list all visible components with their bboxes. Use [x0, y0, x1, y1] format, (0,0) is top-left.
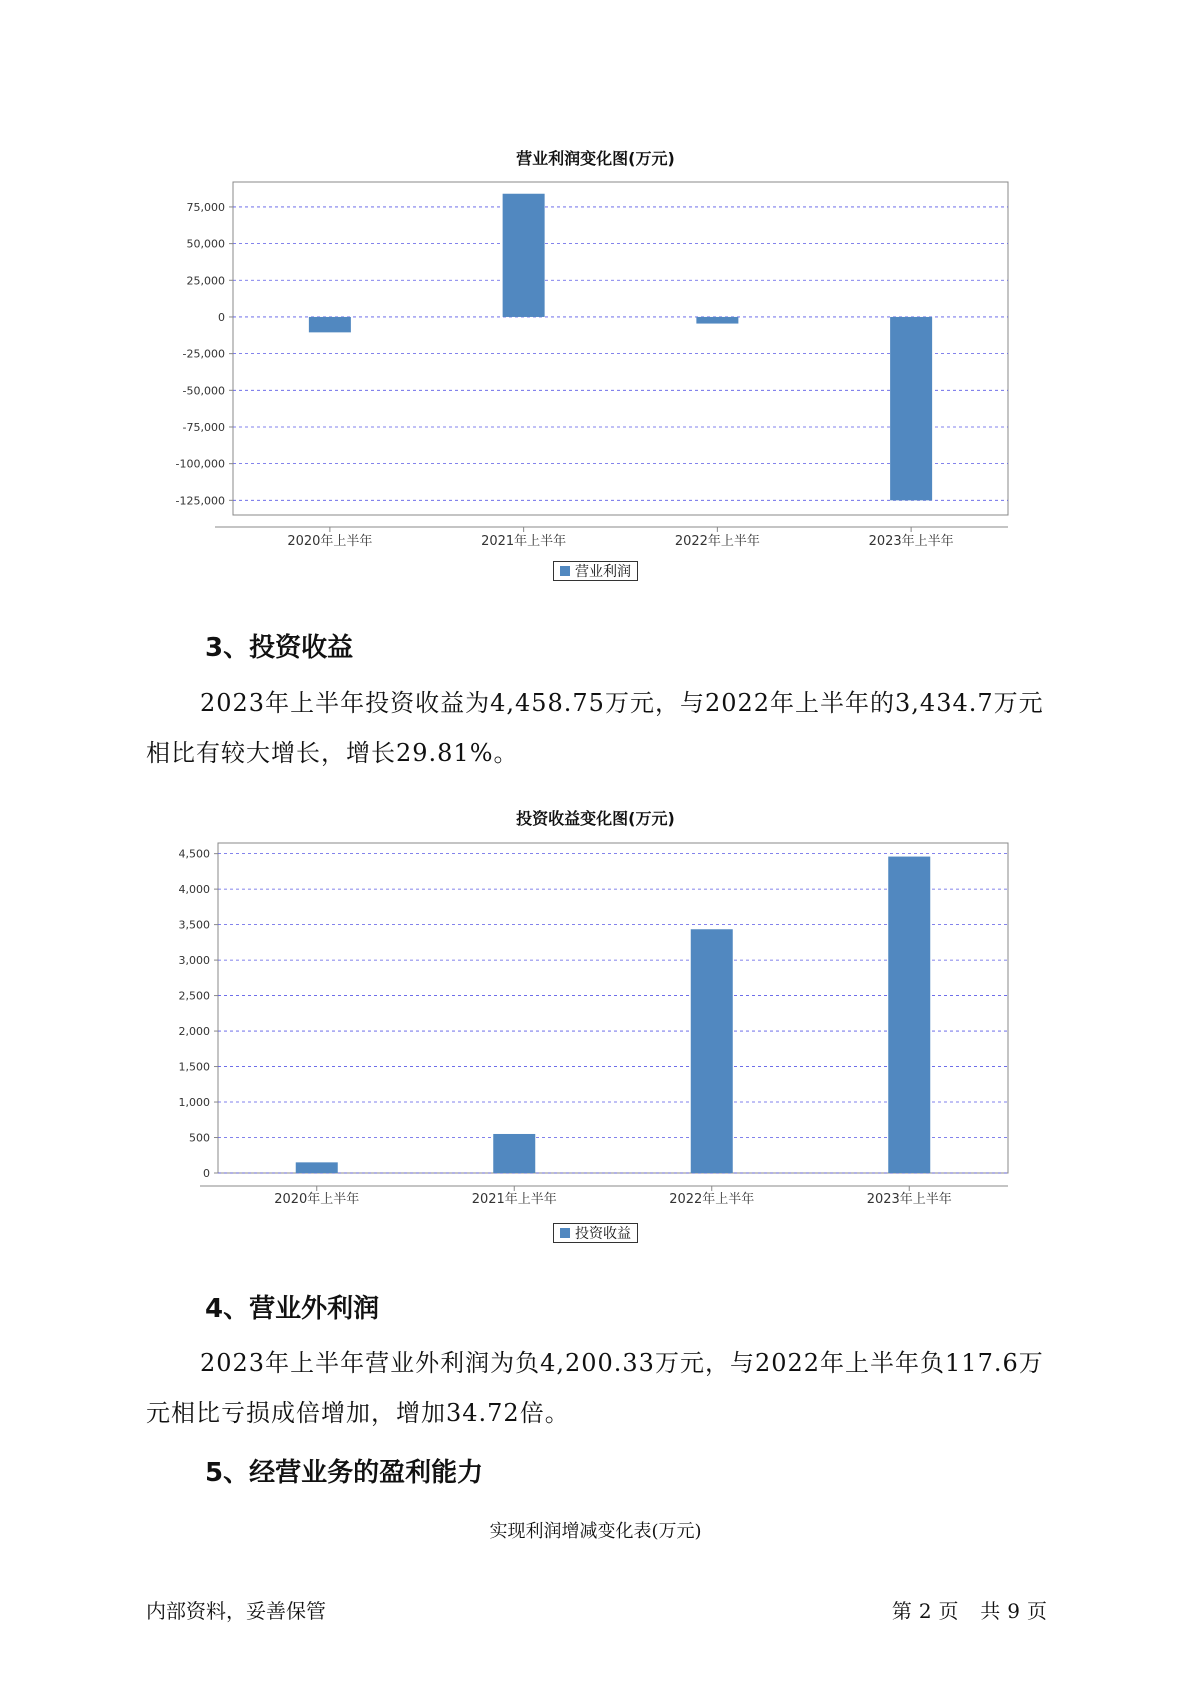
chart2-y-tick-label: 500 — [189, 1131, 210, 1145]
chart1-y-tick-label: -100,000 — [175, 457, 225, 471]
chart2-x-tick-label: 2021年上半年 — [471, 1192, 557, 1207]
chart1-x-tick-label: 2021年上半年 — [481, 534, 567, 549]
page-total-prefix: 共 — [980, 1599, 1002, 1623]
chart2-y-tick-label: 3,500 — [178, 918, 210, 932]
footer-confidential-note: 内部资料，妥善保管 — [146, 1599, 326, 1623]
section-heading-non-operating-profit: 4、营业外利润 — [205, 1294, 380, 1324]
chart2-bar — [691, 929, 733, 1173]
chart1-x-tick-label: 2022年上半年 — [674, 534, 760, 549]
section-heading-operating-profitability: 5、经营业务的盈利能力 — [205, 1458, 484, 1488]
page-mid: 页 — [938, 1599, 960, 1623]
chart2-legend — [553, 1223, 638, 1243]
chart1-legend-label: 营业利润 — [575, 564, 631, 580]
chart1-y-tick-label: 25,000 — [186, 274, 225, 288]
chart2-y-tick-label: 1,500 — [178, 1060, 210, 1074]
table-caption: 实现利润增减变化表(万元) — [489, 1521, 702, 1542]
chart2-y-tick-label: 2,000 — [178, 1025, 210, 1039]
chart2-y-tick-label: 4,000 — [178, 883, 210, 897]
chart2-bar — [493, 1134, 535, 1173]
chart1-x-tick-label: 2020年上半年 — [287, 534, 373, 549]
page-current: 2 — [918, 1599, 933, 1623]
chart1-x-tick-label: 2023年上半年 — [868, 534, 954, 549]
chart2-y-tick-label: 1,000 — [178, 1096, 210, 1110]
page-prefix: 第 — [891, 1599, 913, 1623]
chart2-bar — [888, 857, 930, 1173]
chart2-x-tick-label: 2022年上半年 — [669, 1192, 755, 1207]
chart1-y-tick-label: -75,000 — [182, 420, 225, 434]
chart2-legend-label: 投资收益 — [575, 1226, 631, 1242]
page-total: 9 — [1007, 1599, 1021, 1623]
chart2-y-tick-label: 4,500 — [178, 847, 210, 861]
page-suffix: 页 — [1027, 1599, 1048, 1623]
chart1-y-tick-label: -50,000 — [182, 384, 225, 398]
chart1-y-tick-label: 0 — [218, 310, 225, 324]
chart2-bar — [296, 1162, 338, 1173]
chart2-x-tick-label: 2023年上半年 — [866, 1192, 952, 1207]
legend-swatch-icon — [560, 1228, 570, 1238]
chart2-title: 投资收益变化图(万元) — [516, 809, 675, 828]
section-heading-investment-income: 3、投资收益 — [205, 633, 354, 663]
chart2-y-tick-label: 0 — [203, 1167, 210, 1180]
chart1-y-tick-label: -25,000 — [182, 347, 225, 361]
chart1-y-tick-label: 75,000 — [186, 200, 225, 214]
chart1-y-tick-label: 50,000 — [186, 237, 225, 251]
chart2-y-tick-label: 2,500 — [178, 989, 210, 1003]
footer-page-number — [889, 1595, 1051, 1624]
chart1-title: 营业利润变化图(万元) — [516, 149, 675, 168]
paragraph-investment-income: 2023年上半年投资收益为4,458.75万元，与2022年上半年的3,434.7万元相比有较大增长，增长29.81%。 — [146, 689, 1044, 767]
chart2-x-tick-label: 2020年上半年 — [274, 1192, 360, 1207]
chart1-y-tick-label: -125,000 — [175, 494, 225, 508]
paragraph-non-operating-profit: 2023年上半年营业外利润为负4,200.33万元，与2022年上半年负117.6万元相比亏损成倍增加，增加34.72倍。 — [146, 1349, 1044, 1427]
chart2-y-tick-label: 3,000 — [178, 954, 210, 968]
